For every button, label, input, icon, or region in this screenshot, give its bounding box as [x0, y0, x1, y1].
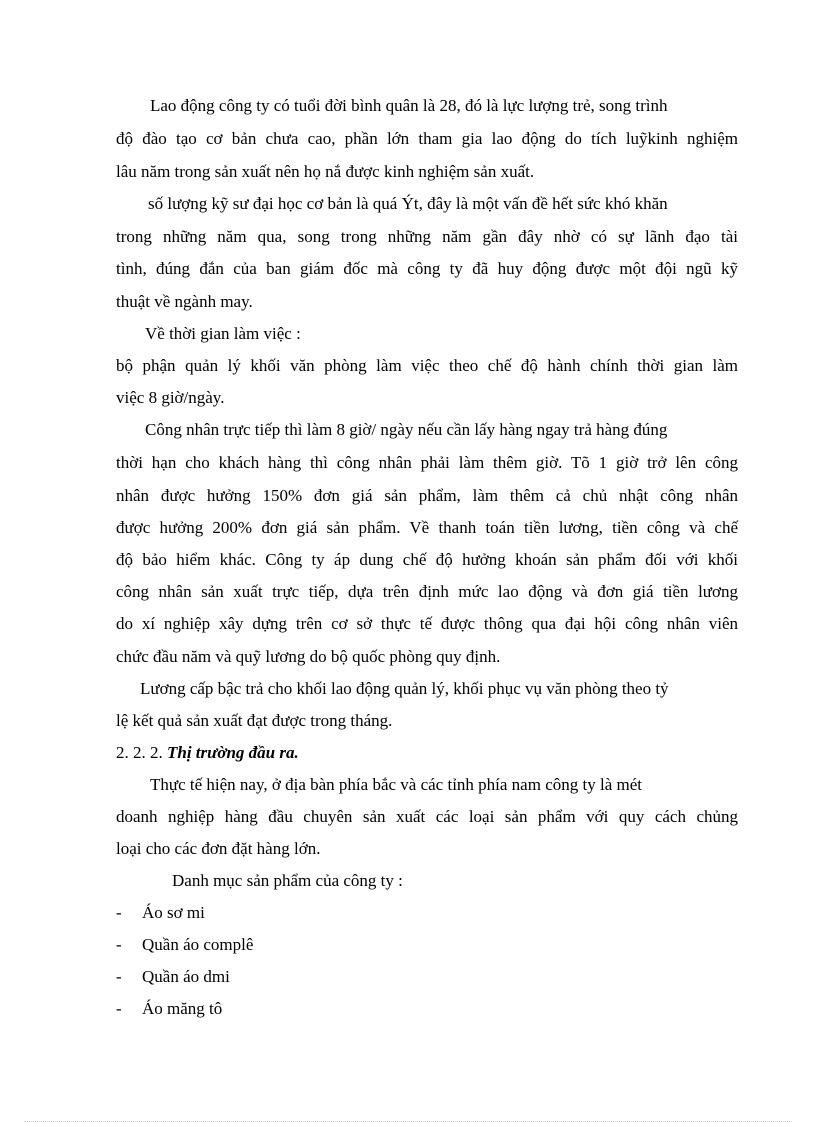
page-bottom-divider — [24, 1121, 792, 1122]
paragraph-line: lâu năm trong sản xuất nên họ nắ được kinh nghiệm sản xuất. — [116, 162, 535, 181]
paragraph-line: lệ kết quả sản xuất đạt được trong tháng. — [116, 711, 393, 730]
paragraph-line: trong những năm qua, song trong những năm gần đây nhờ có sự lãnh đạo tài — [116, 227, 738, 246]
list-item-text: Áo sơ mi — [142, 903, 205, 922]
paragraph-line: việc 8 giờ/ngày. — [116, 388, 225, 407]
paragraph-line: loại cho các đơn đặt hàng lớn. — [116, 839, 321, 858]
list-item — [0, 903, 816, 923]
list-item — [0, 999, 816, 1019]
list-item — [0, 935, 816, 955]
dash-bullet: - — [116, 999, 122, 1018]
paragraph-line: bộ phận quản lý khối văn phòng làm việc theo chế độ hành chính thời gian làm — [116, 356, 738, 375]
paragraph-line: chức đầu năm và quỹ lương do bộ quốc phòng quy định. — [116, 647, 501, 666]
paragraph-line: Lao động công ty có tuổi đời bình quân là 28, đó là lực lượng trẻ, song trình — [150, 96, 668, 115]
paragraph-line: độ đào tạo cơ bản chưa cao, phần lớn tham gia lao động do tích luỹkinh nghiệm — [116, 129, 738, 148]
section-number: 2. 2. 2. — [116, 743, 163, 762]
paragraph-line: Công nhân trực tiếp thì làm 8 giờ/ ngày nếu cần lấy hàng ngay trả hàng đúng — [145, 420, 668, 439]
paragraph-line: doanh nghiệp hàng đầu chuyên sản xuất các loại sản phẩm với quy cách chủng — [116, 807, 738, 826]
paragraph-line: Thực tế hiện nay, ở địa bàn phía bắc và các tỉnh phía nam công ty là mét — [150, 775, 642, 794]
dash-bullet: - — [116, 935, 122, 954]
paragraph-line: được hưởng 200% đơn giá sản phẩm. Về thanh toán tiền lương, tiền công và chế — [116, 518, 738, 537]
paragraph-line: độ bảo hiểm khác. Công ty áp dung chế độ hưởng khoán sản phẩm đối với khối — [116, 550, 738, 569]
paragraph-line: thời hạn cho khách hàng thì công nhân phải làm thêm giờ. Tõ 1 giờ trở lên công — [116, 453, 738, 472]
dash-bullet: - — [116, 903, 122, 922]
paragraph-line: thuật về ngành may. — [116, 292, 253, 311]
list-intro: Danh mục sản phẩm của công ty : — [172, 871, 403, 890]
section-heading — [116, 743, 299, 763]
paragraph-line: Về thời gian làm việc : — [145, 324, 301, 343]
list-item-text: Quần áo dmi — [142, 967, 230, 986]
paragraph-line: nhân được hưởng 150% đơn giá sản phẩm, làm thêm cả chủ nhật công nhân — [116, 486, 738, 505]
paragraph-line: công nhân sản xuất trực tiếp, dựa trên định mức lao động và đơn giá tiền lương — [116, 582, 738, 601]
list-item — [0, 967, 816, 987]
section-title: Thị trường đầu ra. — [167, 743, 299, 762]
paragraph-line: Lương cấp bậc trả cho khối lao động quản lý, khối phục vụ văn phòng theo tỷ — [140, 679, 669, 698]
paragraph-line: do xí nghiệp xây dựng trên cơ sở thực tế được thông qua đại hội công nhân viên — [116, 614, 738, 633]
list-item-text: Áo măng tô — [142, 999, 223, 1018]
dash-bullet: - — [116, 967, 122, 986]
paragraph-line: số lượng kỹ sư đại học cơ bản là quá Ýt, đây là một vấn đề hết sức khó khăn — [148, 194, 668, 213]
paragraph-line: tình, đúng đắn của ban giám đốc mà công ty đã huy động được một đội ngũ kỹ — [116, 259, 738, 278]
list-item-text: Quần áo complê — [142, 935, 254, 954]
